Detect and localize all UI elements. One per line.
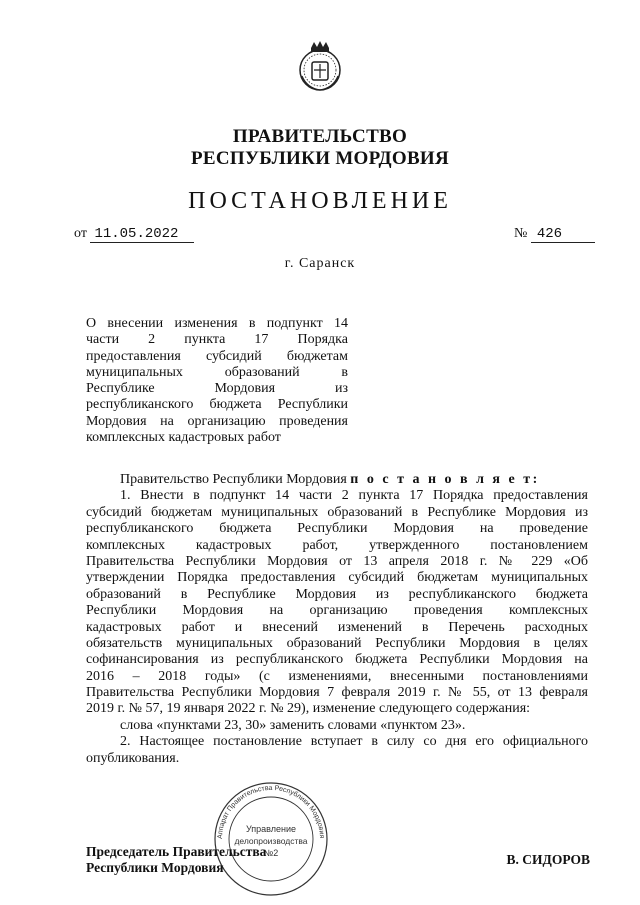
signatory-name: В. СИДОРОВ <box>506 852 590 867</box>
subject-line: части 2 пункта 17 Порядка <box>86 332 348 348</box>
signatory-position <box>86 844 266 876</box>
body-line: Республики Мордовия на организацию проведения комплексных <box>86 603 588 619</box>
subject-line: муниципальных образований в <box>86 364 348 380</box>
body-line: утверждении Порядка предоставления субсидий бюджетам муниципальных <box>86 570 588 586</box>
stamp-seal <box>212 780 330 898</box>
body-line: кадастровых работ и внесений изменений в Перечень расходных <box>86 619 588 635</box>
number-prefix: № <box>514 226 528 241</box>
document-number: 426 <box>531 226 595 243</box>
government-name-line1: ПРАВИТЕЛЬСТВО <box>232 126 408 147</box>
body-text <box>86 472 588 767</box>
decree-word: п о с т а н о в л я е т: <box>350 472 540 487</box>
signatory-position-line2: Республики Мордовия <box>86 860 224 875</box>
body-line: 2016 – 2018 годы» (с изменениями, внесенными постановлениями <box>86 668 588 684</box>
stamp-line3: №2 <box>263 848 279 858</box>
document-date: 11.05.2022 <box>90 226 194 243</box>
city: г. Саранск <box>284 256 356 271</box>
signatory-position-line1: Председатель Правительства <box>86 844 267 859</box>
body-line: слова «пунктами 23, 30» заменить словами «пунктом 23». <box>120 717 466 733</box>
subject-line: республиканского бюджета Республики <box>86 397 348 413</box>
body-line: Правительства Республики Мордовия 7 февраля 2019 г. № 55, от 13 февраля <box>86 685 588 701</box>
stamp-ring-text: Аппарат Правительства Республики Мордовия <box>216 784 326 840</box>
body-line: Правительства Республики Мордовия от 13 апреля 2018 г. № 229 «Об <box>86 553 588 569</box>
intro-line <box>86 472 588 488</box>
subject-line: комплексных кадастровых работ <box>86 430 281 446</box>
body-line: республиканского бюджета Республики Мордовия на проведение <box>86 521 588 537</box>
stamp-line1: Управление <box>245 824 297 834</box>
subject-line: Мордовия на организацию проведения <box>86 413 348 429</box>
body-line: субсидий бюджетам муниципальных образований в Республике Мордовия из <box>86 504 588 520</box>
date-prefix: от <box>74 226 87 241</box>
body-line: 2019 г. № 57, 19 января 2022 г. № 29), изменение следующего содержания: <box>86 701 531 717</box>
body-line: обязательств муниципальных образований Республики Мордовия в целях <box>86 635 588 651</box>
subject-block <box>86 316 348 446</box>
subject-line: предоставления субсидий бюджетам <box>86 348 348 364</box>
body-line: опубликования. <box>86 750 180 766</box>
subject-line: Республике Мордовия из <box>86 381 348 397</box>
body-line: образований в Республике Мордовия из республиканского бюджета <box>86 586 588 602</box>
body-line: 2. Настоящее постановление вступает в силу со дня его официального <box>120 734 588 750</box>
number-row <box>514 226 595 243</box>
body-line: комплексных кадастровых работ, утвержденного постановлением <box>86 537 588 553</box>
body-line: 1. Внести в подпункт 14 части 2 пункта 17 Порядка предоставления <box>120 488 588 504</box>
body-line: софинансирования из республиканского бюджета Республики Мордовия на <box>86 652 588 668</box>
subject-line: О внесении изменения в подпункт 14 <box>86 316 348 331</box>
coat-of-arms-icon <box>297 40 343 94</box>
intro-text: Правительство Республики Мордовия <box>120 472 347 487</box>
stamp-line2: делопроизводства <box>234 836 308 846</box>
date-row <box>74 226 194 243</box>
government-name-line2: РЕСПУБЛИКИ МОРДОВИЯ <box>190 148 450 169</box>
document-type-title: ПОСТАНОВЛЕНИЕ <box>188 188 452 214</box>
